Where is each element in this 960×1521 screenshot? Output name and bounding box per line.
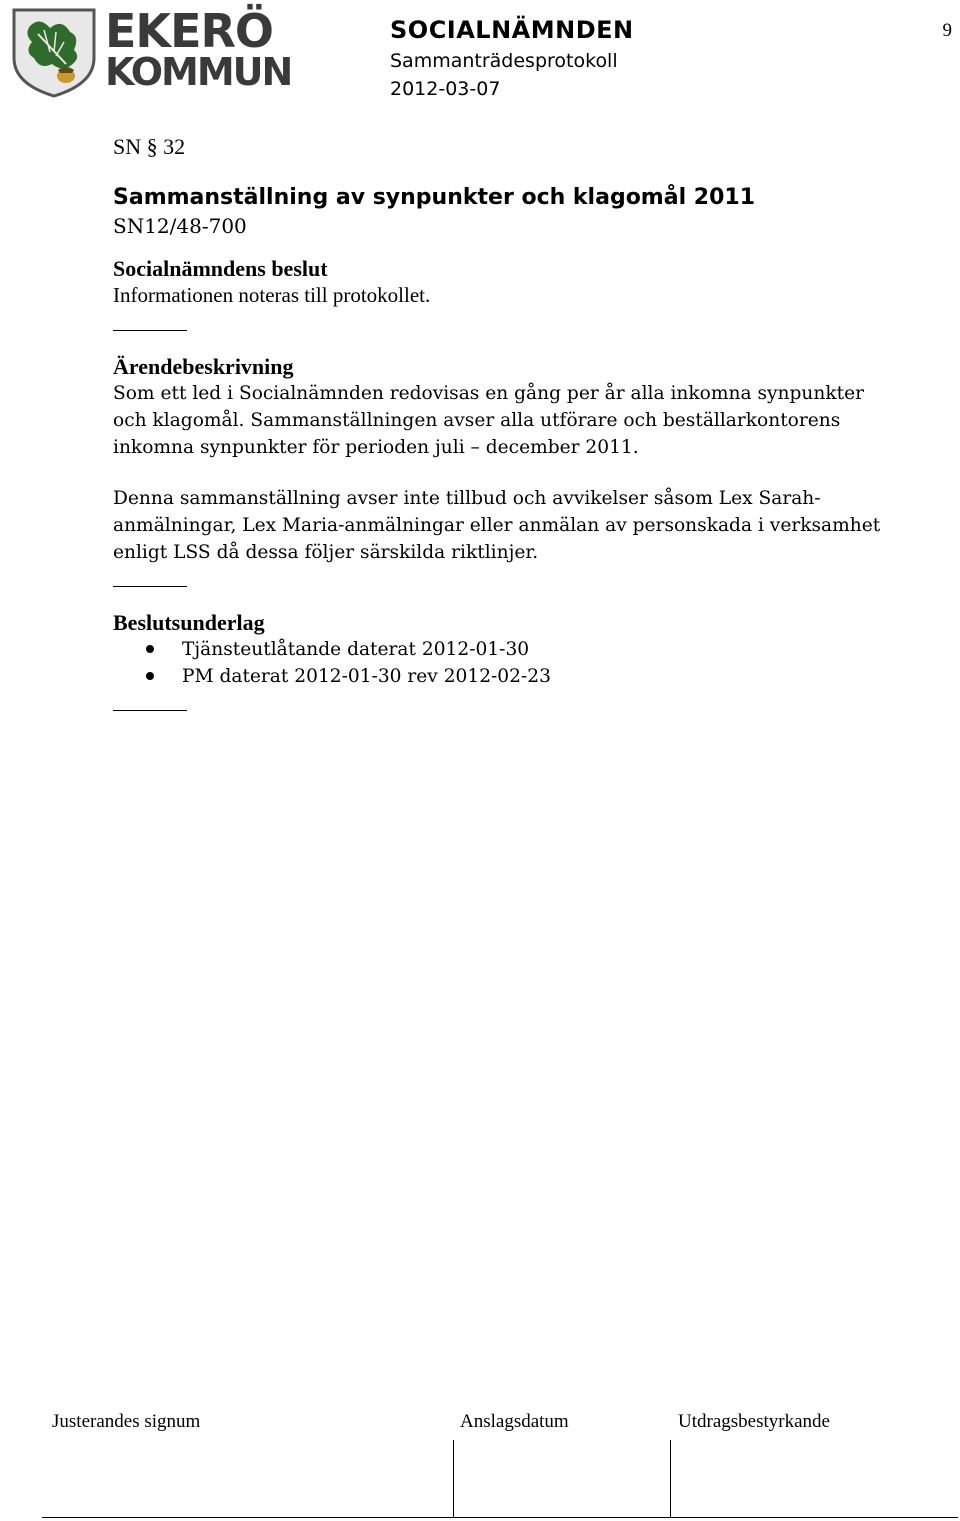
description-line: Denna sammanställning avser inte tillbud och avvikelser såsom Lex Sarah- [113, 488, 821, 509]
committee-title: SOCIALNÄMNDEN [390, 16, 634, 44]
section-number: SN § 32 [113, 134, 186, 159]
description-line: enligt LSS då dessa följer särskilda riktlinjer. [113, 542, 539, 563]
description-line: Som ett led i Socialnämnden redovisas en gång per år alla inkomna synpunkter [113, 383, 864, 404]
description-line: anmälningar, Lex Maria-anmälningar eller anmälan av personskada i verksamhet [113, 515, 881, 536]
basis-heading: Beslutsunderlag [113, 610, 265, 635]
list-item [113, 663, 948, 690]
document-type: Sammanträdesprotokoll [390, 50, 618, 72]
basis-list [113, 636, 948, 690]
signatures-label: Justerandes signum [52, 1411, 201, 1432]
bullet-icon [146, 672, 154, 680]
certified-label: Utdragsbestyrkande [678, 1411, 830, 1432]
list-item-text: PM daterat 2012-01-30 rev 2012-02-23 [182, 666, 551, 687]
page-number: 9 [942, 20, 952, 41]
footer-divider [453, 1440, 454, 1518]
footer-baseline [42, 1517, 958, 1518]
description-line: och klagomål. Sammanställningen avser alla utförare och beställarkontorens [113, 410, 841, 431]
coat-of-arms-icon [10, 6, 100, 100]
case-number: SN12/48-700 [113, 214, 247, 238]
meeting-date: 2012-03-07 [390, 78, 501, 100]
list-item-text: Tjänsteutlåtande daterat 2012-01-30 [182, 639, 530, 660]
bullet-icon [146, 645, 154, 653]
description-line: inkomna synpunkter för perioden juli – december 2011. [113, 437, 639, 458]
list-item [113, 636, 948, 663]
protocol-body [113, 133, 948, 711]
item-title: Sammanställning av synpunkter och klagomål 2011 [113, 185, 756, 210]
logo-wordmark-ekero: EKERÖ [105, 4, 274, 58]
ekero-kommun-logo [10, 4, 292, 100]
separator-rule [113, 710, 187, 711]
decision-heading: Socialnämndens beslut [113, 256, 328, 281]
logo-wordmark-kommun: KOMMUN [105, 50, 292, 94]
description-heading: Ärendebeskrivning [113, 354, 294, 379]
posting-date-label: Anslagsdatum [460, 1411, 569, 1432]
footer-divider [670, 1440, 671, 1518]
decision-text: Informationen noteras till protokollet. [113, 283, 431, 307]
